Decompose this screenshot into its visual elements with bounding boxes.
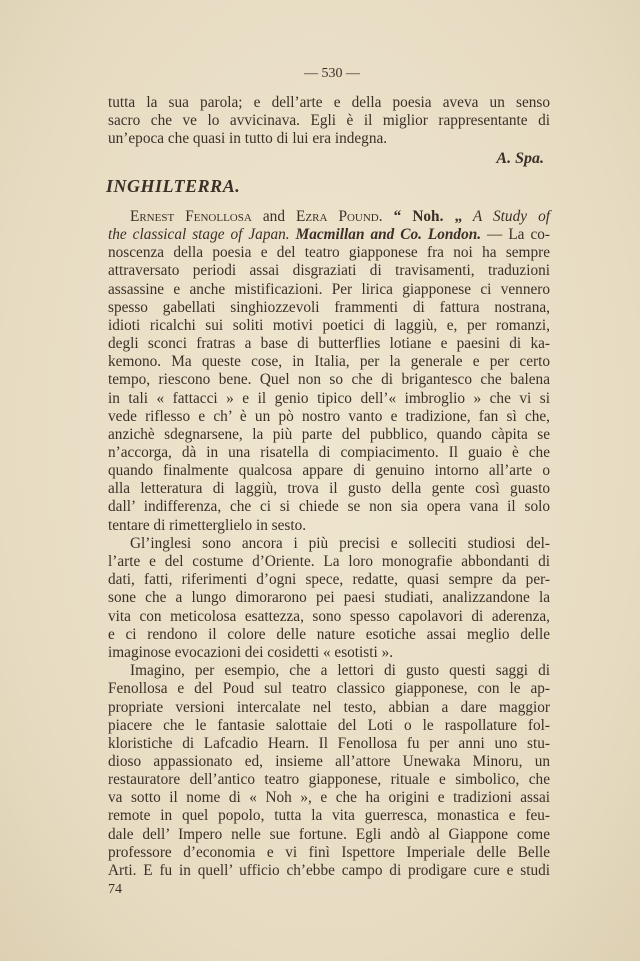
text-line: alla letteratura di laggiù, trova il gusto della gente così guasto xyxy=(108,480,550,498)
text-line: degli sconci fratras a base di butterflies lotiane e paesini di ka- xyxy=(108,335,550,353)
text-line: imaginose evocazioni dei cosidetti « esotisti ». xyxy=(108,643,394,661)
text-line: assassine e anche mistificazioni. Per lirica giapponese ci vennero xyxy=(108,280,550,298)
text-line: Gl’inglesi sono ancora i più precisi e solleciti studiosi del- xyxy=(130,535,550,552)
text-line: dati, fatti, riferimenti d’ogni spece, redatte, quasi sempre da per- xyxy=(108,571,550,589)
text-line: professore d’economia e vi finì Ispettore Imperiale delle Belle xyxy=(108,843,550,861)
citation-and: and xyxy=(251,208,297,225)
text-line: dall’ indifferenza, che ci si chiede se non sia opera vana il solo xyxy=(108,498,550,516)
text-line: propriate versioni intercalate nel testo, abbian a dare maggior xyxy=(108,698,550,716)
citation-line xyxy=(108,226,550,244)
paragraph-2 xyxy=(108,535,550,662)
text-line: idioti ricalchi sui soliti motivi poetici di laggiù, e, per romanzi, xyxy=(108,316,550,334)
text-line: spesso gabellati singhiozzevoli frammenti di fattura nostrana, xyxy=(108,298,550,316)
text-line: sacro che ve lo avvicinava. Egli è il miglior rappresentante di xyxy=(108,112,550,130)
text-line: attraversato periodi assai disgraziati di travisamenti, traduzioni xyxy=(108,262,550,280)
citation-author: Ernest Fenollosa xyxy=(130,208,252,225)
text-line: kemono. Ma queste cose, in Italia, per la generale e per certo xyxy=(108,353,550,371)
text-line: Imagino, per esempio, che a lettori di gusto questi saggi di xyxy=(130,662,550,680)
text-line: e ci rendono il colore delle nature esotiche assai meglio delle xyxy=(108,625,550,643)
text-line: kloristiche di Lafcadio Hearn. Il Fenollosa fu per anni uno stu- xyxy=(108,734,550,752)
text-line: restauratore dell’antico teatro giapponese, rituale e simbolico, che xyxy=(108,771,550,789)
author-signature: A. Spa. xyxy=(496,150,544,167)
text-line: un’epoca che quasi in tutto di lui era indegna. xyxy=(108,130,388,148)
text-line: anzichè sdegnarsene, la più parte del pubblico, quando càpita se xyxy=(108,425,550,443)
text-line: l’arte e del costume d’Oriente. La loro monografie abbondanti di xyxy=(108,553,550,571)
citation-subtitle: A Study of xyxy=(462,208,550,225)
text-line: n’accorga, dà in una risatella di compiacimento. Il guaio è che xyxy=(108,444,550,462)
citation-tail: — La co- xyxy=(481,226,550,244)
citation-line xyxy=(108,208,550,226)
text-line: vede riflesso e ch’ è un pò nostro vanto e tradizione, fan sì che, xyxy=(108,407,550,425)
text-line: noscenza della poesia e del teatro giapponese fra noi ha sempre xyxy=(108,244,550,262)
text-line: dale dell’ Impero nelle sue fortune. Egli andò al Giappone come xyxy=(108,825,550,843)
text-line: tutta la sua parola; e dell’arte e della poesia aveva un senso xyxy=(108,94,550,111)
text-line: Fenollosa e del Poud sul teatro classico giapponese, con le ap- xyxy=(108,680,550,698)
text-line: in tali « fattacci » e il genio tipico dell’« imbroglio » che vi si xyxy=(108,389,550,407)
text-line: quando finalmente qualcosa appare di genuino intorno all’arte o xyxy=(108,462,550,480)
citation-author: Ezra Pound. xyxy=(296,208,383,225)
citation xyxy=(108,208,550,244)
citation-publisher: Macmillan and Co. London. xyxy=(289,226,482,244)
paragraph-3 xyxy=(108,662,550,880)
text-line: sone che a lungo dimorarono pei paesi studiati, analizzandone la xyxy=(108,589,550,607)
text-line: dioso appassionato ed, insieme all’attore Unewaka Minoru, un xyxy=(108,752,550,770)
signature-mark: 74 xyxy=(108,882,122,897)
text-line: vita con meticolosa esattezza, sono spesso capolavori di aderenza, xyxy=(108,607,550,625)
text-line: remote in quel popolo, tutta la vita guerresca, monastica e feu- xyxy=(108,807,550,825)
text-line: va sotto il nome di « Noh », e che ha origini e tradizioni assai xyxy=(108,789,550,807)
text-line: Arti. E fu in quell’ ufficio ch’ebbe campo di prodigare cure e studi xyxy=(108,861,550,879)
section-heading: INGHILTERRA. xyxy=(106,176,241,196)
citation-subtitle: the classical stage of Japan. xyxy=(108,226,290,244)
intro-paragraph xyxy=(108,94,550,148)
page-number: — 530 — xyxy=(304,66,360,81)
paragraph-1 xyxy=(108,244,550,535)
text-line: tempo, riescono bene. Quel non so che di brigantesco che balena xyxy=(108,371,550,389)
text-line: tentare di rimetterglielo in sesto. xyxy=(108,516,307,534)
citation-title: “ Noh. „ xyxy=(382,208,463,225)
text-line: piacere che le fantasie salottaie del Loti o le raspollature fol- xyxy=(108,716,550,734)
